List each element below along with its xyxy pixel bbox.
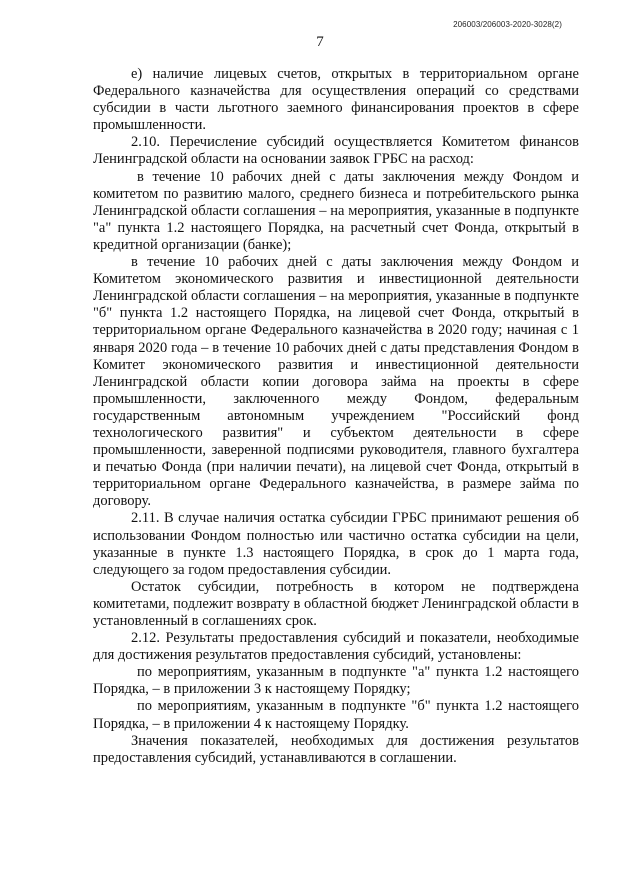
paragraph-2-10: 2.10. Перечисление субсидий осуществляется Комитетом финансов Ленинградской области на основании заявок ГРБС на расход: [93, 134, 579, 168]
paragraph-2-10-item-b: в течение 10 рабочих дней с даты заключения между Фондом и Комитетом экономического развития и инвестиционной деятельности Ленинградской области соглашения – на мероприятия, указанные в подпункте "б" пункта 1.2 настоящего Порядка, на лицевой счет Фонда, открытый в территориальном органе Федерального казначейства в 2020 году; начиная с 1 января 2020 года – в течение 10 рабочих дней с даты представления Фондом в Комитет экономического развития и инвестиционной деятельности Ленинградской области копии договора займа на проекты в сфере промышленности, заключенного между Фондом, федеральным государственным автономным учреждением "Российский фонд технологического развития" и субъектом деятельности в сфере промышленности, заверенной подписями руководителя, главного бухгалтера и печатью Фонда (при наличии печати), на лицевой счет Фонда, открытый в территориальном органе Федерального казначейства, в размере займа по договору. [93, 254, 579, 510]
paragraph-remainder: Остаток субсидии, потребность в котором не подтверждена комитетами, подлежит возврату в областной бюджет Ленинградской области в установленный в соглашениях срок. [93, 578, 579, 629]
paragraph-2-12-item-b: по мероприятиям, указанным в подпункте "б" пункта 1.2 настоящего Порядка, – в приложении 4 к настоящему Порядку. [93, 698, 579, 732]
paragraph-e-accounts: е) наличие лицевых счетов, открытых в территориальном органе Федерального казначейства для осуществления операций со средствами субсидии в части льготного заемного финансирования проектов в сфере промышленности. [93, 66, 579, 134]
paragraph-2-12-item-a: по мероприятиям, указанным в подпункте "а" пункта 1.2 настоящего Порядка, – в приложении 3 к настоящему Порядку; [93, 664, 579, 698]
paragraph-2-11: 2.11. В случае наличия остатка субсидии ГРБС принимают решения об использовании Фондом полностью или частично остатка субсидии на цели, указанные в пункте 1.3 настоящего Порядка, в срок до 1 марта года, следующего за годом предоставления субсидии. [93, 510, 579, 578]
document-body [93, 66, 579, 767]
paragraph-2-10-item-a: в течение 10 рабочих дней с даты заключения между Фондом и комитетом по развитию малого, среднего бизнеса и потребительского рынка Ленинградской области соглашения – на мероприятия, указанные в подпункте "а" пункта 1.2 настоящего Порядка, на расчетный счет Фонда, открытый в кредитной организации (банке); [93, 168, 579, 253]
document-code: 206003/206003-2020-3028(2) [453, 20, 562, 29]
paragraph-indicator-values: Значения показателей, необходимых для достижения результатов предоставления субсидий, устанавливаются в соглашении. [93, 732, 579, 766]
paragraph-2-12: 2.12. Результаты предоставления субсидий и показатели, необходимые для достижения результатов предоставления субсидий, установлены: [93, 630, 579, 664]
page-number: 7 [316, 34, 324, 50]
